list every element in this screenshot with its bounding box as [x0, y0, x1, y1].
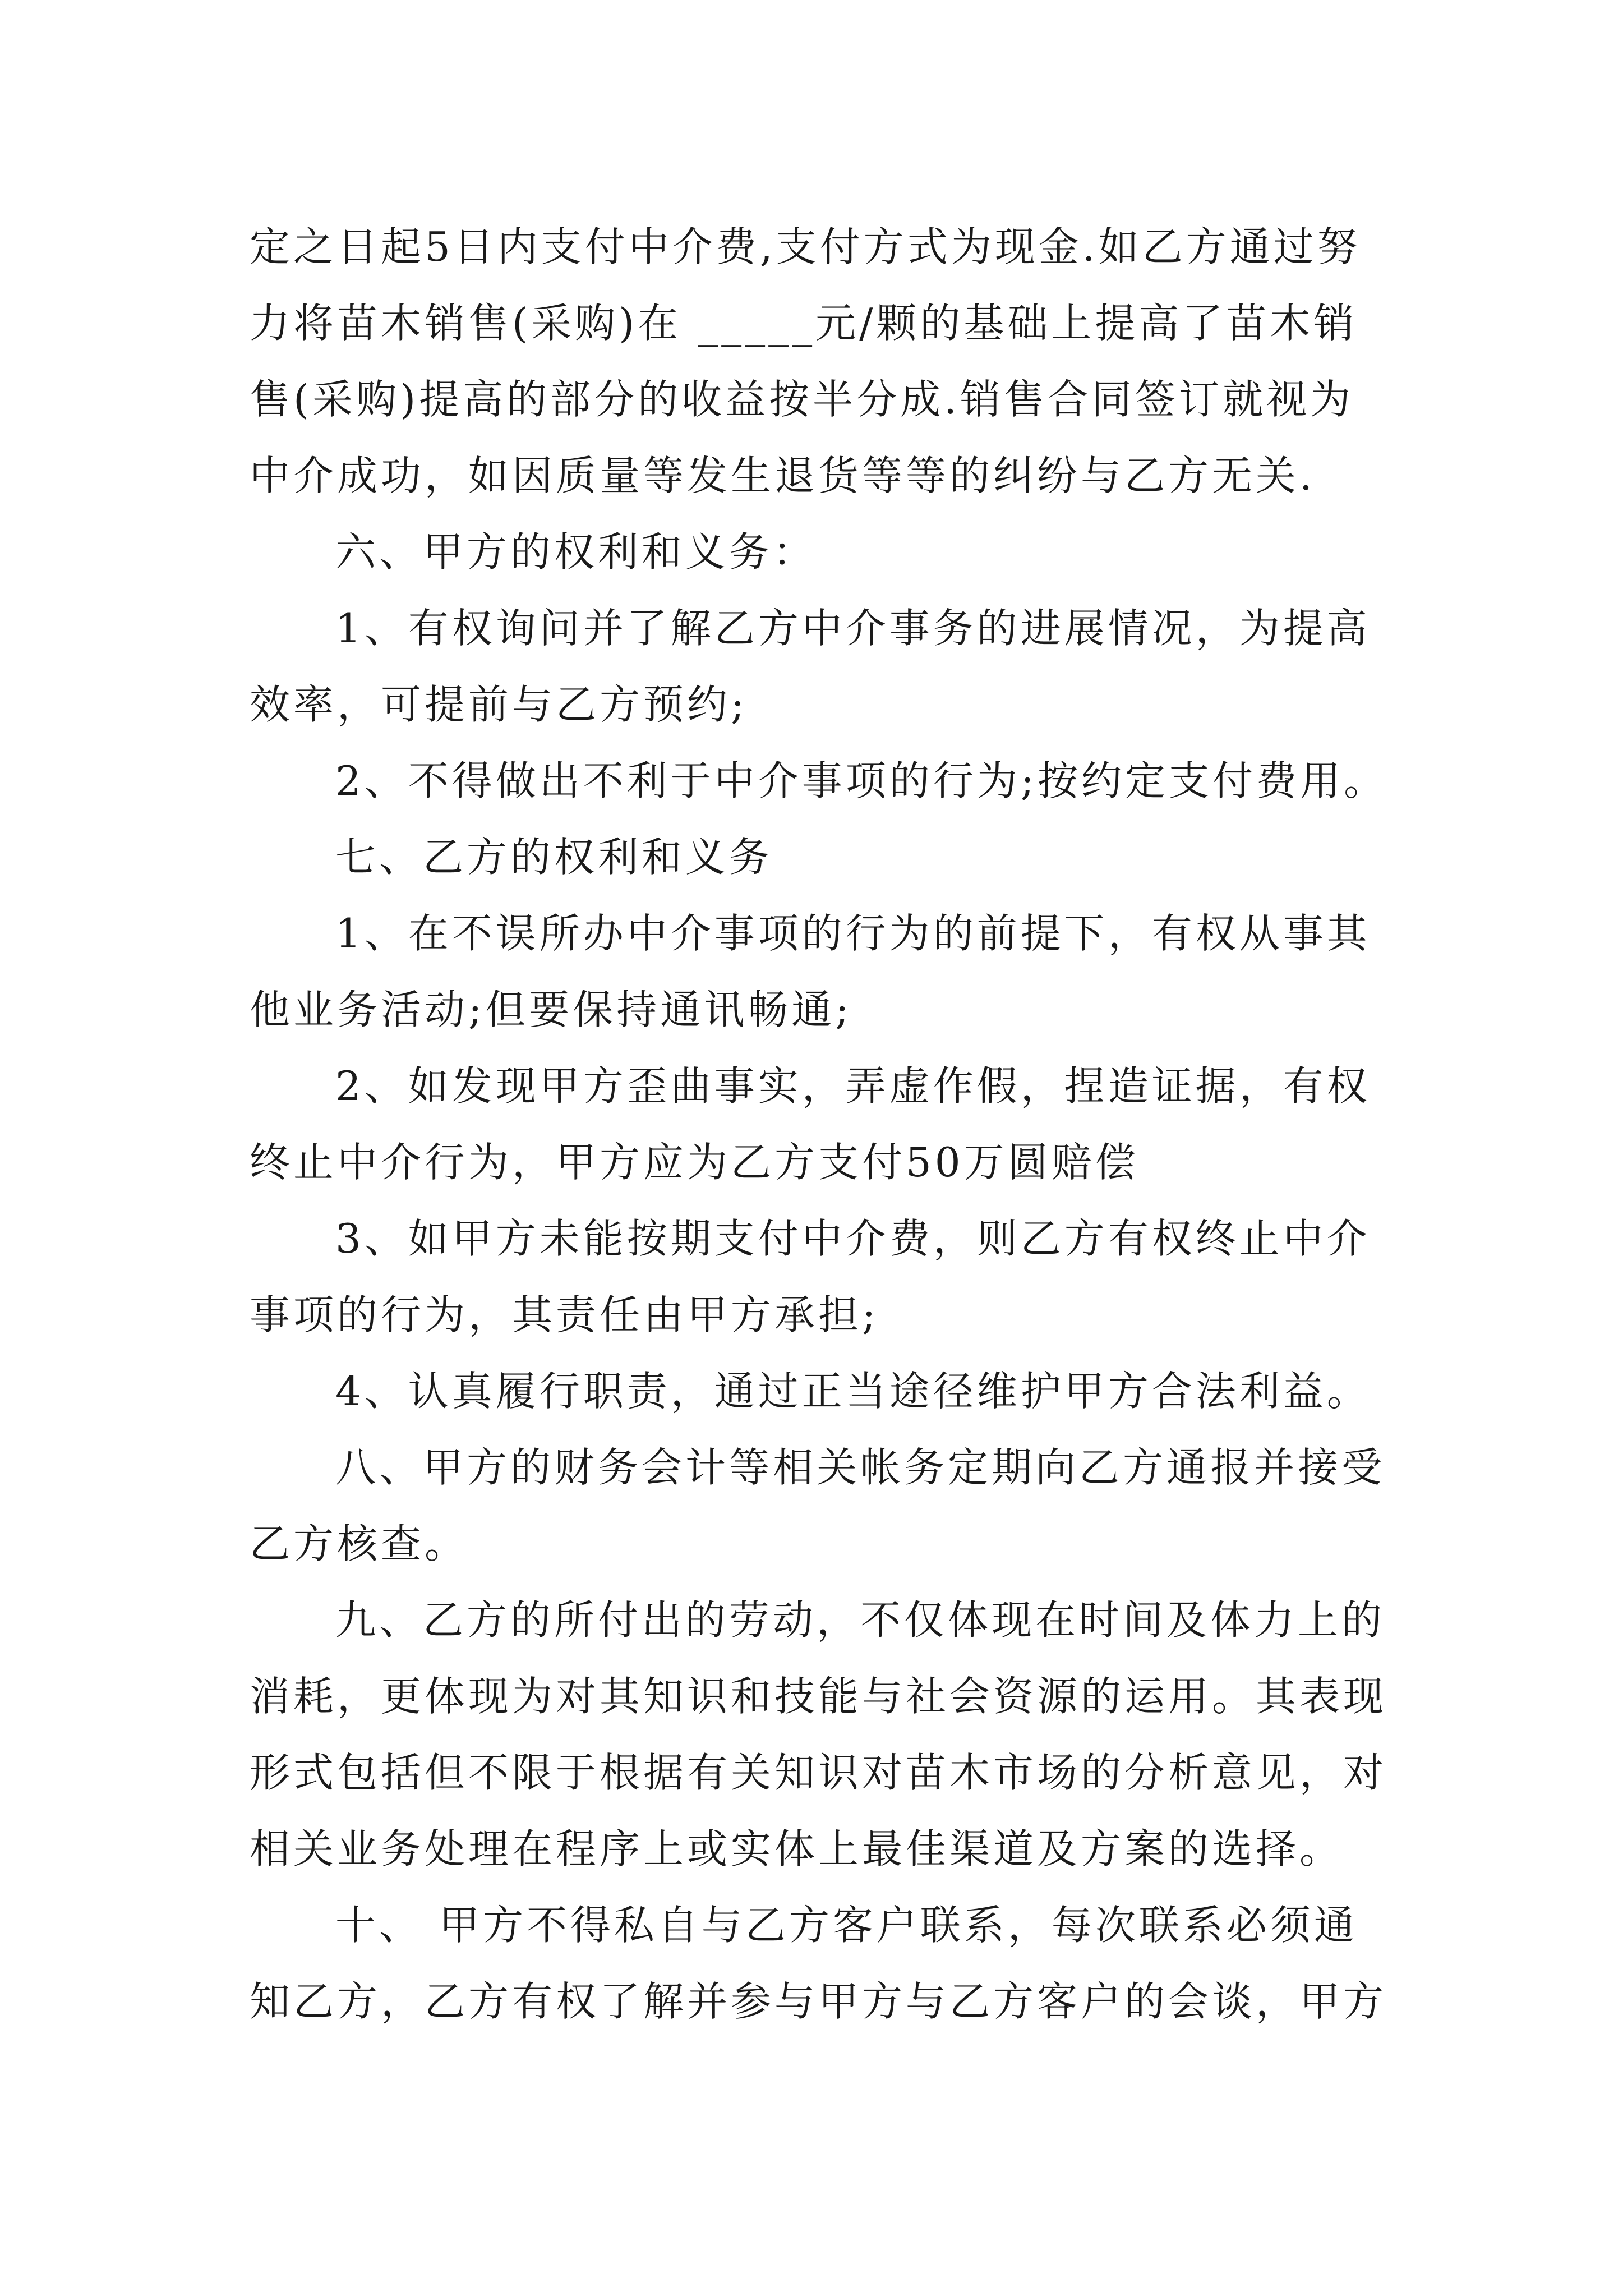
text-line: 形式包括但不限于根据有关知识对苗木市场的分析意见，对	[250, 1749, 1387, 1796]
text-line: 乙方核查。	[250, 1520, 469, 1567]
text-line: 中介成功，如因质量等发生退货等等的纠纷与乙方无关.	[250, 452, 1316, 499]
text-line: 1、在不误所办中介事项的行为的前提下，有权从事其	[335, 910, 1371, 957]
text-line: 2、不得做出不利于中介事项的行为;按约定支付费用。	[335, 757, 1388, 804]
section-heading: 七、乙方的权利和义务	[335, 834, 773, 881]
text-line: 3、如甲方未能按期支付中介费，则乙方有权终止中介	[335, 1215, 1371, 1262]
text-line: 效率，可提前与乙方预约;	[250, 681, 748, 728]
text-line: 知乙方，乙方有权了解并参与甲方与乙方客户的会谈，甲方	[250, 1978, 1387, 2025]
text-line: 相关业务处理在程序上或实体上最佳渠道及方案的选择。	[250, 1825, 1344, 1872]
text-line: 售(采购)提高的部分的收益按半分成.销售合同签订就视为	[250, 376, 1354, 423]
text-line: 终止中介行为，甲方应为乙方支付50万圆赔偿	[250, 1139, 1139, 1186]
section-heading: 八、甲方的财务会计等相关帐务定期向乙方通报并接受	[335, 1444, 1386, 1491]
text-line: 他业务活动;但要保持通讯畅通;	[250, 986, 852, 1033]
text-line: 事项的行为，其责任由甲方承担;	[250, 1291, 879, 1338]
section-heading: 十、 甲方不得私自与乙方客户联系，每次联系必须通	[335, 1902, 1358, 1949]
text-line: 定之日起5日内支付中介费,支付方式为现金.如乙方通过努	[250, 223, 1361, 270]
section-heading: 九、乙方的所付出的劳动，不仅体现在时间及体力上的	[335, 1596, 1386, 1644]
text-line: 力将苗木销售(采购)在 _____元/颗的基础上提高了苗木销	[250, 300, 1358, 347]
text-line: 1、有权询问并了解乙方中介事务的进展情况，为提高	[335, 605, 1371, 652]
text-line: 4、认真履行职责，通过正当途径维护甲方合法利益。	[335, 1368, 1371, 1415]
section-heading: 六、甲方的权利和义务：	[335, 528, 817, 576]
text-line: 2、如发现甲方歪曲事实，弄虚作假，捏造证据，有权	[335, 1062, 1371, 1110]
text-line: 消耗，更体现为对其知识和技能与社会资源的运用。其表现	[250, 1673, 1387, 1720]
